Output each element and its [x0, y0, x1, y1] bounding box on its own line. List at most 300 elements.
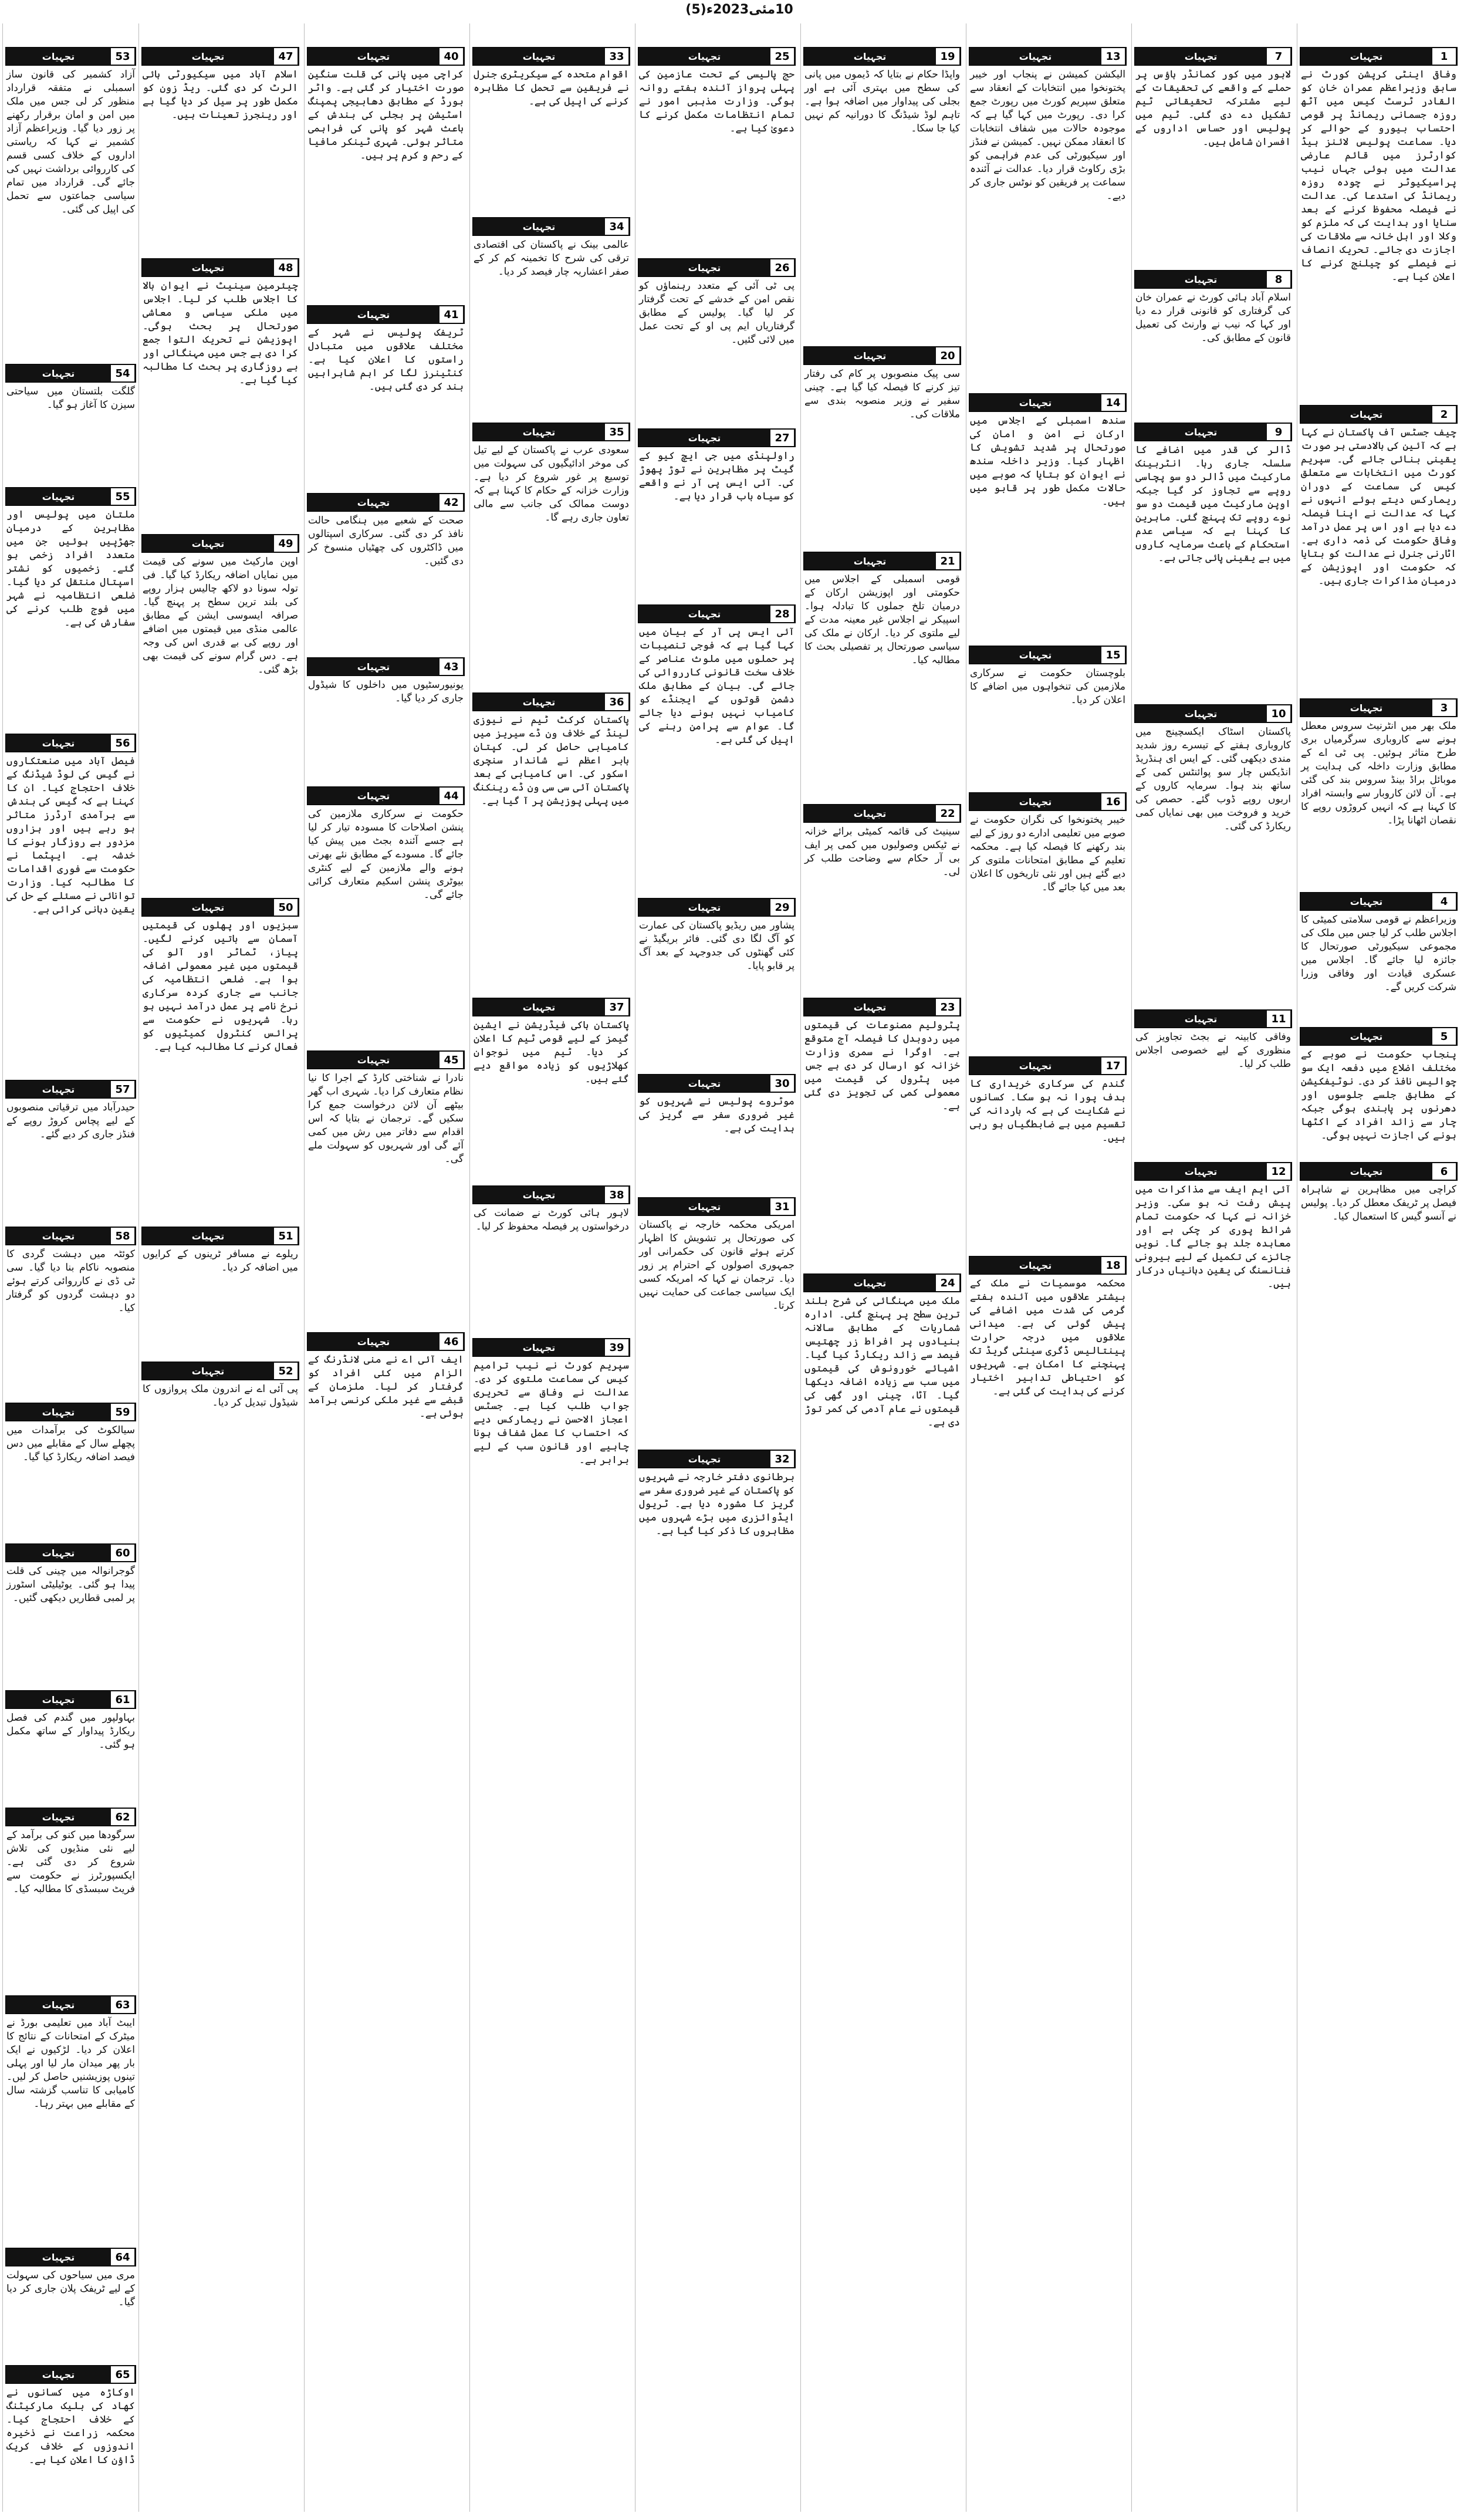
item-text: مری میں سیاحوں کی سہولت کے لیے ٹریفک پلان جاری کر دیا گیا۔: [6, 2269, 135, 2308]
item-number: 6: [1432, 1163, 1456, 1180]
item-number: 47: [274, 48, 297, 65]
item-text: کراچی میں پانی کی قلت سنگین صورت اختیار کر گئی ہے۔ واٹر بورڈ کے مطابق دھابیجی پمپنگ اسٹیشن پر بجلی کی بندش کے باعث شہر کو پانی کی فراہمی متاثر ہوئی۔ شہری ٹینکر مافیا کے رحم و کرم پر ہیں۔: [308, 69, 464, 161]
item-header-bar: [307, 1050, 465, 1069]
news-item: [803, 552, 961, 804]
item-text: موٹروے پولیس نے شہریوں کو غیر ضروری سفر سے گریز کی ہدایت کی ہے۔: [639, 1096, 795, 1134]
item-text: برطانوی دفتر خارجہ نے شہریوں کو پاکستان کے غیر ضروری سفر سے گریز کا مشورہ دیا ہے۔ ٹریول ایڈوائزری میں بڑے شہروں میں مظاہروں کا ذکر کیا گیا ہے۔: [639, 1471, 795, 1537]
item-text: سی پیک منصوبوں پر کام کی رفتار تیز کرنے کا فیصلہ کیا گیا ہے۔ چینی سفیر نے وزیر منصوبہ بندی سے ملاقات کی۔: [804, 368, 960, 420]
item-number: 25: [770, 48, 794, 65]
item-label: تجہیات: [1019, 649, 1052, 661]
item-label: تجہیات: [1184, 708, 1218, 719]
item-label: تجہیات: [1184, 426, 1218, 438]
item-header-bar: [1134, 1009, 1292, 1028]
item-number: 65: [111, 2366, 134, 2383]
item-number: 10: [1267, 705, 1290, 722]
item-number: 45: [440, 1052, 463, 1068]
item-text: گلگت بلتستان میں سیاحتی سیزن کا آغاز ہو گیا۔: [6, 386, 135, 411]
item-header-bar: [472, 693, 630, 711]
item-label: تجہیات: [1350, 50, 1383, 62]
item-header-bar: [5, 364, 136, 383]
item-number: 36: [605, 694, 628, 710]
news-item: [472, 693, 630, 998]
item-label: تجہیات: [42, 1811, 75, 1823]
news-item: [472, 1338, 630, 1596]
news-item: [638, 604, 796, 898]
item-number: 27: [770, 430, 794, 446]
item-text: واپڈا حکام نے بتایا کہ ڈیموں میں پانی کی سطح میں بہتری آئی ہے اور بجلی کی پیداوار میں اضافہ ہوا ہے۔ تاہم لوڈ شیڈنگ کا دورانیہ کم نہیں کیا جا سکا۔: [804, 69, 960, 134]
item-header-bar: [803, 804, 961, 823]
item-text: سرگودھا میں کنو کی برآمد کے لیے نئی منڈیوں کی تلاش شروع کر دی گئی ہے۔ ایکسپورٹرز نے حکومت سے فریٹ سبسڈی کا مطالبہ کیا۔: [6, 1829, 135, 1895]
item-header-bar: [1300, 47, 1458, 66]
item-label: تجہیات: [357, 496, 390, 508]
item-number: 60: [111, 1545, 134, 1561]
item-text: نادرا نے شناختی کارڈ کے اجرا کا نیا نظام متعارف کرا دیا۔ شہری اب گھر بیٹھے آن لائن درخواست جمع کرا سکیں گے۔ ترجمان نے بتایا کہ اس اقدام سے دفاتر میں رش میں کمی آئے گی اور شہریوں کو سہولت ملے گی۔: [308, 1072, 464, 1165]
item-text: لاہور میں کور کمانڈر ہاؤس پر حملے کے واقعے کی تحقیقات کے لیے مشترکہ تحقیقاتی ٹیم تشکیل دے دی گئی۔ ٹیم میں پولیس اور حساس اداروں کے افسران شامل ہیں۔: [1135, 69, 1291, 148]
item-label: تجہیات: [357, 790, 390, 802]
item-label: تجہیات: [1019, 1259, 1052, 1271]
item-number: 4: [1432, 893, 1456, 910]
item-text: اسلام آباد میں سیکیورٹی ہائی الرٹ کر دی گئی۔ ریڈ زون کو مکمل طور پر سیل کر دیا گیا ہے اور رینجرز تعینات ہیں۔: [143, 69, 298, 121]
item-label: تجہیات: [853, 50, 887, 62]
item-text: ریلوے نے مسافر ٹرینوں کے کرایوں میں اضافہ کر دیا۔: [143, 1248, 298, 1273]
item-label: تجہیات: [853, 808, 887, 819]
news-item: [307, 786, 465, 1050]
news-item: [5, 47, 136, 364]
news-item: [141, 534, 299, 898]
item-label: تجہیات: [42, 1230, 75, 1242]
item-number: 23: [936, 999, 959, 1015]
item-label: تجہیات: [191, 901, 225, 913]
item-label: تجہیات: [42, 1083, 75, 1095]
item-header-bar: [5, 1227, 136, 1245]
item-label: تجہیات: [191, 1230, 225, 1242]
item-number: 35: [605, 424, 628, 440]
item-label: تجہیات: [1184, 1166, 1218, 1177]
item-label: تجہیات: [42, 2251, 75, 2263]
news-item: [969, 1056, 1127, 1256]
item-number: 11: [1267, 1011, 1290, 1027]
item-number: 49: [274, 535, 297, 552]
item-text: ٹریفک پولیس نے شہر کے مختلف علاقوں میں متبادل راستوں کا اعلان کیا ہے۔ کنٹینرز لگا کر اہم شاہراہیں بند کر دی گئی ہیں۔: [308, 327, 464, 393]
item-header-bar: [638, 1450, 796, 1468]
item-label: تجہیات: [357, 1336, 390, 1347]
news-item: [307, 493, 465, 657]
item-text: پاکستان کرکٹ ٹیم نے نیوزی لینڈ کے خلاف ون ڈے سیریز میں کامیابی حاصل کر لی۔ کپتان بابر اعظم نے شاندار سنچری اسکور کی۔ اس کامیابی کے بعد پاکستان آئی سی سی ون ڈے رینکنگ میں پہلی پوزیشن پر آ گیا ہے۔: [474, 714, 629, 807]
item-header-bar: [638, 47, 796, 66]
item-header-bar: [307, 657, 465, 676]
news-item: [1134, 47, 1292, 270]
news-column: [2, 23, 138, 2512]
item-label: تجہیات: [42, 50, 75, 62]
item-text: فیصل آباد میں صنعتکاروں نے گیس کی لوڈ شیڈنگ کے خلاف احتجاج کیا۔ ان کا کہنا ہے کہ گیس کی بندش سے برآمدی آرڈرز متاثر ہو رہے ہیں اور ہزاروں مزدور بے روزگار ہونے کا خدشہ ہے۔ ایپٹما نے حکومت سے فوری اقدامات کا مطالبہ کیا۔ وزارت توانائی نے مسئلے کے حل کی یقین دہانی کرائی ہے۔: [6, 755, 135, 916]
item-number: 13: [1101, 48, 1125, 65]
item-text: گوجرانوالہ میں چینی کی قلت پیدا ہو گئی۔ یوٹیلیٹی اسٹورز پر لمبی قطاریں دیکھی گئیں۔: [6, 1565, 135, 1604]
item-text: بہاولپور میں گندم کی فصل ریکارڈ پیداوار کے ساتھ مکمل ہو گئی۔: [6, 1712, 135, 1751]
item-label: تجہیات: [42, 737, 75, 749]
item-header-bar: [638, 898, 796, 917]
item-text: صحت کے شعبے میں ہنگامی حالت نافذ کر دی گئی۔ سرکاری اسپتالوں میں ڈاکٹروں کی چھٹیاں منسوخ کر دی گئیں۔: [308, 515, 464, 567]
item-label: تجہیات: [1019, 50, 1052, 62]
news-item: [1300, 892, 1458, 1027]
item-header-bar: [638, 428, 796, 447]
item-number: 21: [936, 553, 959, 569]
item-header-bar: [307, 305, 465, 324]
item-text: ایف آئی اے نے منی لانڈرنگ کے الزام میں کئی افراد کو گرفتار کر لیا۔ ملزمان کے قبضے سے غیر ملکی کرنسی برآمد ہوئی ہے۔: [308, 1354, 464, 1420]
item-number: 7: [1267, 48, 1290, 65]
item-header-bar: [307, 786, 465, 805]
item-number: 62: [111, 1809, 134, 1825]
item-text: ایبٹ آباد میں تعلیمی بورڈ نے میٹرک کے امتحانات کے نتائج کا اعلان کر دیا۔ لڑکیوں نے ایک بار پھر میدان مار لیا اور پہلی تینوں پوزیشنیں حاصل کر لیں۔ کامیابی کا تناسب گزشتہ سال کے مقابلے میں بہتر رہا۔: [6, 2017, 135, 2110]
item-label: تجہیات: [1350, 896, 1383, 907]
item-text: خیبر پختونخوا کی نگران حکومت نے صوبے میں تعلیمی ادارے دو روز کے لیے بند رکھنے کا فیصلہ کیا ہے۔ محکمہ تعلیم کے مطابق امتحانات ملتوی کر دیے گئے ہیں اور نئی تاریخوں کا اعلان بعد میں کیا جائے گا۔: [970, 814, 1125, 893]
page-date: 10مئی2023ء(5): [685, 2, 793, 17]
item-header-bar: [5, 1080, 136, 1099]
item-header-bar: [969, 47, 1127, 66]
news-item: [5, 1690, 136, 1808]
item-label: تجہیات: [42, 367, 75, 379]
item-label: تجہیات: [688, 262, 721, 273]
item-number: 19: [936, 48, 959, 65]
news-item: [1134, 1162, 1292, 1408]
news-item: [307, 1050, 465, 1332]
item-label: تجہیات: [357, 661, 390, 673]
news-item: [638, 1450, 796, 1684]
item-header-bar: [472, 1338, 630, 1357]
item-text: پاکستان ہاکی فیڈریشن نے ایشین گیمز کے لیے قومی ٹیم کا اعلان کر دیا۔ ٹیم میں نوجوان کھلاڑیوں کو زیادہ مواقع دیے گئے ہیں۔: [474, 1019, 629, 1085]
news-item: [141, 258, 299, 534]
item-number: 38: [605, 1187, 628, 1203]
news-item: [803, 346, 961, 552]
item-text: آزاد کشمیر کی قانون ساز اسمبلی نے متفقہ قرارداد منظور کر لی جس میں ملک میں امن و امان برقرار رکھنے پر زور دیا گیا۔ وزیراعظم آزاد کشمیر نے کہا کہ ریاستی اداروں کے خلاف کسی قسم کی کارروائی برداشت نہیں کی جائے گی۔ قرارداد میں تمام سیاسی جماعتوں سے تحمل کی اپیل کی گئی۔: [6, 69, 135, 215]
item-label: تجہیات: [1019, 796, 1052, 808]
item-number: 34: [605, 218, 628, 235]
item-label: تجہیات: [522, 50, 556, 62]
item-header-bar: [803, 998, 961, 1016]
item-number: 57: [111, 1081, 134, 1097]
item-header-bar: [141, 47, 299, 66]
news-item: [472, 217, 630, 423]
item-header-bar: [638, 1197, 796, 1216]
item-label: تجہیات: [688, 432, 721, 444]
item-number: 53: [111, 48, 134, 65]
item-number: 56: [111, 735, 134, 751]
item-header-bar: [472, 1185, 630, 1204]
item-number: 55: [111, 488, 134, 505]
item-number: 48: [274, 259, 297, 276]
item-header-bar: [1300, 892, 1458, 911]
item-text: راولپنڈی میں جی ایچ کیو کے گیٹ پر مظاہرین نے توڑ پھوڑ کی۔ آئی ایس پی آر نے واقعے کو سیاہ باب قرار دیا ہے۔: [639, 450, 795, 502]
item-text: بلوچستان حکومت نے سرکاری ملازمین کی تنخواہوں میں اضافے کا اعلان کر دیا۔: [970, 667, 1125, 706]
item-label: تجہیات: [853, 1277, 887, 1289]
item-number: 1: [1432, 48, 1456, 65]
item-text: اسلام آباد ہائی کورٹ نے عمران خان کی گرفتاری کو قانونی قرار دے دیا اور کہا کہ نیب نے وارنٹ کی تعمیل قانون کے مطابق کی۔: [1135, 292, 1291, 344]
item-header-bar: [141, 1362, 299, 1380]
item-number: 17: [1101, 1058, 1125, 1074]
item-header-bar: [1300, 698, 1458, 717]
news-item: [1134, 704, 1292, 1009]
item-label: تجہیات: [357, 50, 390, 62]
item-header-bar: [5, 1690, 136, 1709]
news-item: [5, 2248, 136, 2365]
news-item: [638, 1197, 796, 1450]
item-label: تجہیات: [1019, 397, 1052, 408]
item-text: اقوام متحدہ کے سیکریٹری جنرل نے فریقین سے تحمل کا مظاہرہ کرنے کی اپیل کی ہے۔: [474, 69, 629, 107]
news-item: [472, 998, 630, 1185]
news-item: [1300, 405, 1458, 698]
item-label: تجہیات: [357, 309, 390, 320]
item-label: تجہیات: [191, 1365, 225, 1377]
item-text: ملک میں مہنگائی کی شرح بلند ترین سطح پر پہنچ گئی۔ ادارہ شماریات کے مطابق سالانہ بنیادوں پر افراط زر چھتیس فیصد سے زائد ریکارڈ کیا گیا۔ اشیائے خورونوش کی قیمتوں میں سب سے زیادہ اضافہ دیکھا گیا۔ آٹا، چینی اور گھی کی قیمتوں نے عام آدمی کی کمر توڑ دی ہے۔: [804, 1295, 960, 1428]
item-number: 64: [111, 2249, 134, 2265]
item-text: حکومت نے سرکاری ملازمین کی پنشن اصلاحات کا مسودہ تیار کر لیا ہے جسے آئندہ بجٹ میں پیش کیا جائے گا۔ مسودے کے مطابق نئے بھرتی ہونے والے ملازمین کے لیے کنٹری بیوٹری پنشن اسکیم متعارف کرائی جائے گی۔: [308, 808, 464, 901]
item-header-bar: [5, 1995, 136, 2014]
item-header-bar: [472, 47, 630, 66]
news-item: [1300, 1162, 1458, 1279]
item-number: 33: [605, 48, 628, 65]
item-text: پی ٹی آئی کے متعدد رہنماؤں کو نقص امن کے خدشے کے تحت گرفتار کر لیا گیا۔ پولیس کے مطابق گرفتاریاں ایم پی او کے تحت عمل میں لائی گئیں۔: [639, 280, 795, 346]
item-label: تجہیات: [1350, 1031, 1383, 1042]
item-number: 5: [1432, 1028, 1456, 1045]
item-number: 32: [770, 1451, 794, 1467]
item-label: تجہیات: [688, 1453, 721, 1465]
item-label: تجہیات: [688, 1077, 721, 1089]
news-item: [5, 1080, 136, 1227]
news-item: [5, 1543, 136, 1690]
item-label: تجہیات: [853, 555, 887, 567]
item-text: کوئٹہ میں دہشت گردی کا منصوبہ ناکام بنا دیا گیا۔ سی ٹی ڈی نے کارروائی کرتے ہوئے دو دہشت گردوں کو گرفتار کیا۔: [6, 1248, 135, 1314]
news-item: [803, 804, 961, 998]
item-text: سیالکوٹ کی برآمدات میں پچھلے سال کے مقابلے میں دس فیصد اضافہ ریکارڈ کیا گیا۔: [6, 1424, 135, 1463]
item-text: آئی ایم ایف سے مذاکرات میں پیش رفت نہ ہو سکی۔ وزیر خزانہ نے کہا کہ حکومت تمام شرائط پوری کر چکی ہے اور معاہدہ جلد ہو جائے گا۔ نویں جائزے کی تکمیل کے لیے بیرونی فنانسنگ کی یقین دہانیاں درکار ہیں۔: [1135, 1184, 1291, 1290]
item-label: تجہیات: [1184, 273, 1218, 285]
news-column: [304, 23, 467, 2512]
item-header-bar: [5, 2248, 136, 2266]
item-header-bar: [141, 258, 299, 277]
item-label: تجہیات: [1019, 1060, 1052, 1072]
item-number: 20: [936, 347, 959, 364]
item-header-bar: [472, 998, 630, 1016]
item-number: 44: [440, 788, 463, 804]
item-text: سپریم کورٹ نے نیب ترامیم کیس کی سماعت ملتوی کر دی۔ عدالت نے وفاق سے تحریری جواب طلب کیا ہے۔ جسٹس اعجاز الاحسن نے ریمارکس دیے کہ احتساب کا عمل شفاف ہونا چاہیے اور قانون سب کے لیے برابر ہے۔: [474, 1360, 629, 1466]
news-item: [969, 47, 1127, 393]
item-number: 59: [111, 1404, 134, 1420]
item-number: 61: [111, 1691, 134, 1708]
item-header-bar: [307, 47, 465, 66]
item-number: 16: [1101, 793, 1125, 810]
news-item: [5, 1403, 136, 1543]
item-header-bar: [803, 346, 961, 365]
item-number: 22: [936, 805, 959, 822]
item-number: 52: [274, 1363, 297, 1379]
news-item: [1300, 698, 1458, 892]
news-item: [141, 1227, 299, 1362]
item-label: تجہیات: [688, 1201, 721, 1212]
item-header-bar: [1300, 405, 1458, 424]
item-header-bar: [1134, 704, 1292, 723]
item-label: تجہیات: [42, 1694, 75, 1705]
item-number: 15: [1101, 647, 1125, 663]
item-header-bar: [638, 258, 796, 277]
item-number: 46: [440, 1333, 463, 1350]
item-text: وفاقی اینٹی کرپشن کورٹ نے سابق وزیراعظم عمران خان کو القادر ٹرسٹ کیس میں آٹھ روزہ جسمانی ریمانڈ پر قومی احتساب بیورو کے حوالے کر دیا۔ سماعت پولیس لائنز ہیڈ کوارٹرز میں قائم عارضی عدالت میں ہوئی جہاں نیب پراسیکیوٹر نے چودہ روزہ ریمانڈ کی استدعا کی۔ عدالت نے فیصلہ محفوظ کرنے کے بعد سنایا اور ہدایت کی کہ ملزم کو وکلا اور اہل خانہ سے ملاقات کی اجازت دی جائے۔ تحریک انصاف نے فیصلے کو چیلنج کرنے کا اعلان کیا ہے۔: [1301, 69, 1456, 283]
item-text: الیکشن کمیشن نے پنجاب اور خیبر پختونخوا میں انتخابات کے انعقاد سے متعلق سپریم کورٹ میں رپورٹ جمع کرا دی۔ رپورٹ میں کہا گیا ہے کہ موجودہ حالات میں شفاف انتخابات کا انعقاد ممکن نہیں۔ کمیشن نے فنڈز اور سیکیورٹی کی عدم فراہمی کو بڑی رکاوٹ قرار دیا۔ عدالت نے آئندہ سماعت پر فریقین کو نوٹس جاری کر دیے۔: [970, 69, 1125, 202]
item-number: 9: [1267, 424, 1290, 440]
item-label: تجہیات: [522, 221, 556, 232]
item-text: سعودی عرب نے پاکستان کے لیے تیل کی موخر ادائیگیوں کی سہولت میں توسیع پر غور شروع کر دیا ہے۔ وزارت خزانہ کے حکام کا کہنا ہے کہ دوست ممالک کی جانب سے مالی تعاون جاری رہے گا۔: [474, 444, 629, 523]
news-column: [635, 23, 798, 2512]
item-number: 40: [440, 48, 463, 65]
item-label: تجہیات: [191, 262, 225, 273]
item-header-bar: [5, 1808, 136, 1826]
item-text: پٹرولیم مصنوعات کی قیمتوں میں ردوبدل کا فیصلہ آج متوقع ہے۔ اوگرا نے سمری وزارت خزانہ کو ارسال کر دی ہے جس میں پٹرول کی قیمت میں معمولی کمی کی تجویز دی گئی ہے۔: [804, 1019, 960, 1112]
item-number: 42: [440, 494, 463, 511]
item-header-bar: [5, 1403, 136, 1421]
item-header-bar: [803, 1273, 961, 1292]
item-header-bar: [472, 217, 630, 236]
item-number: 31: [770, 1198, 794, 1215]
news-item: [472, 47, 630, 217]
item-label: تجہیات: [688, 608, 721, 620]
item-header-bar: [5, 487, 136, 506]
news-item: [307, 305, 465, 493]
item-header-bar: [141, 534, 299, 553]
news-item: [803, 998, 961, 1273]
item-text: ملک بھر میں انٹرنیٹ سروس معطل ہونے سے کاروباری سرگرمیاں بری طرح متاثر ہوئیں۔ پی ٹی اے کے مطابق وزارت داخلہ کی ہدایت پر موبائل براڈ بینڈ سروس بند کی گئی ہے۔ آن لائن کاروبار سے وابستہ افراد کا کہنا ہے کہ انہیں کروڑوں روپے کا نقصان اٹھانا پڑا۔: [1301, 720, 1456, 826]
item-label: تجہیات: [688, 901, 721, 913]
item-number: 58: [111, 1228, 134, 1244]
item-text: سندھ اسمبلی کے اجلاس میں ارکان نے امن و امان کی صورتحال پر شدید تشویش کا اظہار کیا۔ وزیر داخلہ سندھ نے ایوان کو بتایا کہ صوبے میں حالات مکمل طور پر قابو میں ہیں۔: [970, 415, 1125, 508]
news-item: [969, 792, 1127, 1056]
item-header-bar: [1134, 47, 1292, 66]
item-header-bar: [638, 604, 796, 623]
news-item: [638, 898, 796, 1074]
item-text: قومی اسمبلی کے اجلاس میں حکومتی اور اپوزیشن ارکان کے درمیان تلخ جملوں کا تبادلہ ہوا۔ اسپیکر نے اجلاس غیر معینہ مدت کے لیے ملتوی کر دیا۔ ارکان نے ملک کی سیاسی صورتحال پر تفصیلی بحث کا مطالبہ کیا۔: [804, 573, 960, 666]
item-label: تجہیات: [1184, 50, 1218, 62]
item-header-bar: [472, 423, 630, 441]
news-item: [969, 1256, 1127, 1538]
item-text: حیدرآباد میں ترقیاتی منصوبوں کے لیے پچاس کروڑ روپے کے فنڈز جاری کر دیے گئے۔: [6, 1102, 135, 1140]
news-item: [5, 1995, 136, 2248]
item-text: لاہور ہائی کورٹ نے ضمانت کی درخواستوں پر فیصلہ محفوظ کر لیا۔: [474, 1207, 629, 1232]
item-text: آئی ایس پی آر کے بیان میں کہا گیا ہے کہ فوجی تنصیبات پر حملوں میں ملوث عناصر کے خلاف سخت قانونی کارروائی کی جائے گی۔ بیان کے مطابق ملک دشمن قوتوں کے ایجنڈے کو کامیاب نہیں ہونے دیا جائے گا۔ عوام سے پرامن رہنے کی اپیل کی گئی ہے۔: [639, 626, 795, 746]
news-item: [141, 47, 299, 258]
item-header-bar: [969, 1256, 1127, 1275]
news-item: [141, 898, 299, 1227]
item-number: 24: [936, 1275, 959, 1291]
item-text: پشاور میں ریڈیو پاکستان کی عمارت کو آگ لگا دی گئی۔ فائر بریگیڈ نے کئی گھنٹوں کی جدوجہد کے بعد آگ پر قابو پایا۔: [639, 920, 795, 972]
item-label: تجہیات: [853, 350, 887, 362]
item-header-bar: [969, 646, 1127, 664]
news-item: [638, 428, 796, 604]
news-item: [1134, 270, 1292, 423]
news-column: [1297, 23, 1460, 2512]
item-number: 12: [1267, 1163, 1290, 1180]
item-number: 51: [274, 1228, 297, 1244]
item-text: حج پالیسی کے تحت عازمین کی پہلی پرواز آئندہ ہفتے روانہ ہوگی۔ وزارت مذہبی امور نے تمام انتظامات مکمل کرنے کا دعویٰ کیا ہے۔: [639, 69, 795, 134]
item-header-bar: [141, 898, 299, 917]
item-number: 3: [1432, 700, 1456, 716]
news-item: [472, 423, 630, 693]
news-item: [141, 1362, 299, 1497]
item-header-bar: [141, 1227, 299, 1245]
item-number: 43: [440, 658, 463, 675]
news-item: [5, 1227, 136, 1403]
news-item: [969, 393, 1127, 646]
item-label: تجہیات: [191, 50, 225, 62]
news-item: [5, 487, 136, 734]
item-header-bar: [969, 393, 1127, 412]
item-number: 54: [111, 365, 134, 381]
item-number: 28: [770, 606, 794, 622]
item-text: گندم کی سرکاری خریداری کا ہدف پورا نہ ہو سکا۔ کسانوں نے شکایت کی ہے کہ باردانہ کی تقسیم میں بے ضابطگیاں ہو رہی ہیں۔: [970, 1078, 1125, 1144]
news-item: [803, 47, 961, 346]
item-text: سبزیوں اور پھلوں کی قیمتیں آسمان سے باتیں کرنے لگیں۔ پیاز، ٹماٹر اور آلو کی قیمتوں میں غیر معمولی اضافہ ہوا ہے۔ ضلعی انتظامیہ کی جانب سے جاری کردہ سرکاری نرخ نامے پر عمل درآمد نہیں ہو رہا۔ شہریوں نے حکومت سے پرائس کنٹرول کمیٹیوں کو فعال کرنے کا مطالبہ کیا ہے۔: [143, 920, 298, 1053]
news-item: [472, 1185, 630, 1338]
item-number: 14: [1101, 394, 1125, 411]
item-label: تجہیات: [522, 1001, 556, 1013]
item-text: پی آئی اے نے اندرون ملک پروازوں کا شیڈول تبدیل کر دیا۔: [143, 1383, 298, 1408]
item-text: عالمی بینک نے پاکستان کی اقتصادی ترقی کی شرح کا تخمینہ کم کر کے صفر اعشاریہ چار فیصد کر دیا۔: [474, 239, 629, 278]
item-label: تجہیات: [522, 696, 556, 708]
item-text: پاکستان اسٹاک ایکسچینج میں کاروباری ہفتے کے تیسرے روز شدید مندی دیکھی گئی۔ کے ایس ای ہنڈریڈ انڈیکس چار سو پوائنٹس کمی کے ساتھ بند ہوا۔ سرمایہ کاروں کے اربوں روپے ڈوب گئے۔ حصص کی خرید و فروخت میں بھی نمایاں کمی ریکارڈ کی گئی۔: [1135, 726, 1291, 832]
news-item: [638, 258, 796, 428]
item-header-bar: [969, 792, 1127, 811]
item-label: تجہیات: [1350, 702, 1383, 714]
news-item: [1134, 1009, 1292, 1162]
news-column: [138, 23, 302, 2512]
item-number: 8: [1267, 271, 1290, 288]
news-column: [800, 23, 963, 2512]
item-text: پنجاب حکومت نے صوبے کے مختلف اضلاع میں دفعہ ایک سو چوالیس نافذ کر دی۔ نوٹیفکیشن کے مطابق جلسے جلوسوں اور دھرنوں پر پابندی ہوگی جبکہ چار سے زائد افراد کے اکٹھا ہونے کی اجازت نہیں ہوگی۔: [1301, 1049, 1456, 1141]
item-text: یونیورسٹیوں میں داخلوں کا شیڈول جاری کر دیا گیا۔: [308, 679, 464, 704]
item-text: چیف جسٹس آف پاکستان نے کہا ہے کہ آئین کی بالادستی ہر صورت یقینی بنائی جائے گی۔ سپریم کورٹ میں انتخابات سے متعلق کیس کی سماعت کے دوران ریمارکس دیتے ہوئے انہوں نے کہا کہ عدالت نے اپنا فیصلہ دے دیا ہے اور اس پر عمل درآمد وفاقی حکومت کی ذمہ داری ہے۔ اٹارنی جنرل نے عدالت کو بتایا کہ حکومت اور اپوزیشن کے درمیان مذاکرات جاری ہیں۔: [1301, 427, 1456, 587]
news-item: [307, 47, 465, 305]
item-label: تجہیات: [42, 2369, 75, 2380]
item-label: تجہیات: [853, 1001, 887, 1013]
item-number: 29: [770, 899, 794, 916]
news-item: [5, 734, 136, 1080]
news-item: [1300, 1027, 1458, 1162]
item-header-bar: [969, 1056, 1127, 1075]
item-label: تجہیات: [42, 1999, 75, 2011]
item-number: 18: [1101, 1257, 1125, 1273]
item-text: اوکاڑہ میں کسانوں نے کھاد کی بلیک مارکیٹنگ کے خلاف احتجاج کیا۔ محکمہ زراعت نے ذخیرہ اندوزوں کے خلاف کریک ڈاؤن کا اعلان کیا ہے۔: [6, 2387, 135, 2466]
item-label: تجہیات: [688, 50, 721, 62]
item-text: اوپن مارکیٹ میں سونے کی قیمت میں نمایاں اضافہ ریکارڈ کیا گیا۔ فی تولہ سونا دو لاکھ چالیس ہزار روپے کی بلند ترین سطح پر پہنچ گیا۔ صرافہ ایسوسی ایشن کے مطابق عالمی منڈی میں قیمتوں میں اضافے اور روپے کی بے قدری اس کی وجہ ہے۔ دس گرام سونے کی قیمت بھی بڑھ گئی۔: [143, 556, 298, 675]
item-header-bar: [307, 1332, 465, 1351]
news-column: [1131, 23, 1294, 2512]
item-number: 30: [770, 1075, 794, 1092]
item-label: تجہیات: [191, 538, 225, 549]
item-label: تجہیات: [1184, 1013, 1218, 1025]
item-number: 37: [605, 999, 628, 1015]
item-text: وفاقی کابینہ نے بجٹ تجاویز کی منظوری کے لیے خصوصی اجلاس طلب کر لیا۔: [1135, 1031, 1291, 1070]
item-header-bar: [803, 552, 961, 570]
item-text: کراچی میں مظاہرین نے شاہراہ فیصل پر ٹریفک معطل کر دیا۔ پولیس نے آنسو گیس کا استعمال کیا۔: [1301, 1184, 1456, 1222]
item-text: ڈالر کی قدر میں اضافے کا سلسلہ جاری رہا۔ انٹربینک مارکیٹ میں ڈالر دو سو پچاسی روپے سے تجاوز کر گیا جبکہ اوپن مارکیٹ میں قیمت دو سو نوے روپے تک پہنچ گئی۔ ماہرین کا کہنا ہے کہ سیاسی عدم استحکام کے باعث سرمایہ کاروں میں بے یقینی پائی جاتی ہے۔: [1135, 444, 1291, 564]
news-item: [307, 657, 465, 786]
item-label: تجہیات: [1350, 408, 1383, 420]
item-header-bar: [1134, 270, 1292, 289]
item-number: 26: [770, 259, 794, 276]
news-item: [1134, 423, 1292, 704]
item-number: 39: [605, 1339, 628, 1356]
item-header-bar: [5, 2365, 136, 2384]
item-header-bar: [1134, 1162, 1292, 1181]
item-number: 2: [1432, 406, 1456, 423]
item-header-bar: [1134, 423, 1292, 441]
item-label: تجہیات: [522, 426, 556, 438]
